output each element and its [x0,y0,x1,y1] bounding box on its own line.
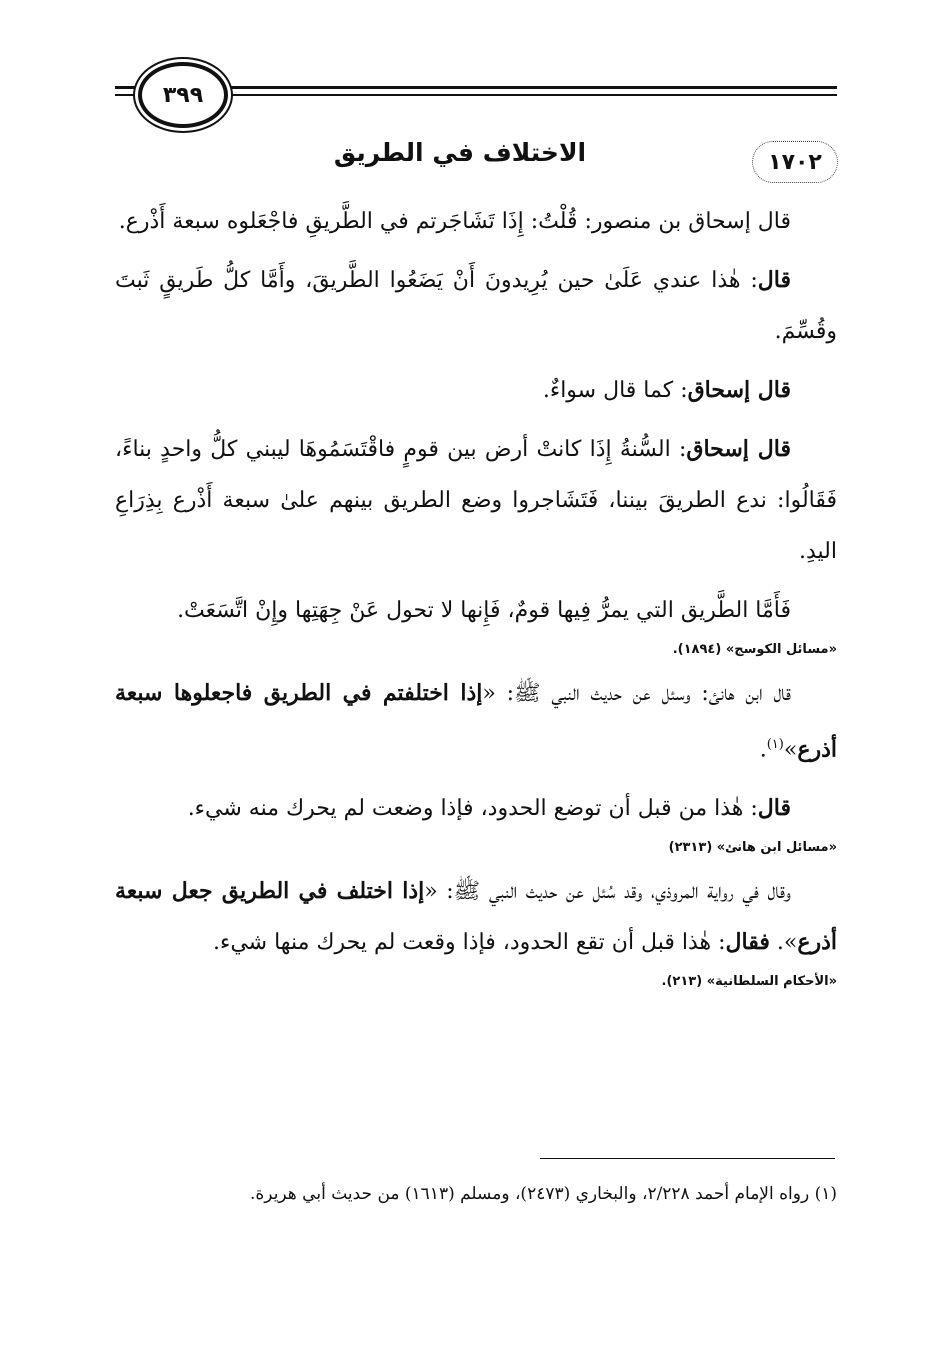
section-number-ornament: ١٧٠٢ [752,141,838,183]
footnote-marker: (١) [766,737,784,752]
source-citation: «مسائل الكوسج» (١٨٩٤). [672,642,837,657]
section-title: الاختلاف في الطريق [333,138,587,167]
source-citation: «مسائل ابن هانئ» (٢٣١٣) [668,840,837,856]
paragraph-hadith: وقال في رواية المروذي، وقد سُئل عن حديث النبي ﷺ: «إذا اختلف في الطريق جعل سبعة أذرع». فقال: هٰذا قبل أن تقع الحدود، فإذا وقعت لم يحرك منها شيء. [115,878,837,956]
paragraph-lead: قال [757,795,791,822]
paragraph-lead: قال إسحاق [686,436,791,462]
paragraph-lead: قال [757,267,791,293]
hadith-text: إذا اختلف في الطريق جعل سبعة أذرع [115,878,837,956]
paragraph: فَأَمَّا الطَّريق التي يمرُّ فِيها قومٌ، فَإِنها لا تحول عَنْ جِهَتِها وإِنْ اتَّسَعَتْ. [177,598,791,623]
paragraph: قال: هٰذا من قبل أن توضع الحدود، فإذا وضعت لم يحرك منه شيء. [187,795,791,822]
paragraph-hadith: قال ابن هانئ: وسئل عن حديث النبي ﷺ: «إذا اختلفتم في الطريق فاجعلوها سبعة أذرع»$^{(١)}$. [115,680,837,763]
paragraph: قال إسحاق: كما قال سواءٌ. [542,377,791,403]
paragraph: قال إسحاق: السُّنةُ إِذَا كانتْ أرض بين قومٍ فاقْتَسَمُوهَا ليبني كلُّ واحدٍ بناءً، فَقَالُوا: ندع الطريقَ بيننا، فَتَشَاجروا وضع الطريق بينهم علىٰ سبعة أَذْرع بِذِرَاعِ اليدِ. [115,436,837,564]
paragraph-lead: قال إسحاق [687,377,791,403]
paragraph: قال: هٰذا عندي عَلَىٰ حين يُرِيدونَ أَنْ يَضَعُوا الطَّريقَ، وأَمَّا كلُّ طَريقٍ ثَبتَ وقُسِّمَ. [115,267,837,344]
paragraph-lead: فقال [725,929,770,956]
source-citation: «الأحكام السلطانية» (٢١٣). [661,974,837,990]
hadith-text: إذا اختلفتم في الطريق فاجعلوها سبعة أذرع [115,680,837,763]
paragraph: قال إسحاق بن منصور: قُلْتُ: إِذَا تَشَاجَرتم في الطَّريقِ فاجْعَلوه سبعة أَذْرع. [118,209,791,234]
footnote: (١) رواه الإمام أحمد ٢/٢٢٨، والبخاري (٢٤٧٣)، ومسلم (١٦١٣) من حديث أبي هريرة. [250,1184,837,1204]
footnote-rule [540,1158,835,1159]
page-number-badge: ٣٩٩ [138,62,228,128]
main-text [115,196,837,1000]
